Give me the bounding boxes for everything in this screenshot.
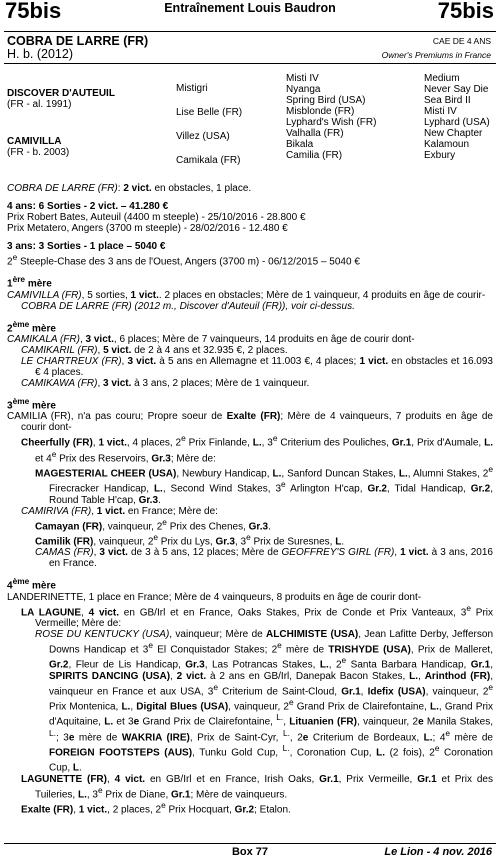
lot-number-right: 75bis	[437, 0, 494, 23]
gen4-1: Never Say Die	[424, 84, 489, 95]
dam-desc: (FR - b. 2003)	[7, 147, 70, 158]
sire-desc: (FR - al. 1991)	[7, 99, 72, 110]
gen4-5: New Chapter	[424, 128, 483, 139]
owner-premium: Owner's Premiums in France	[381, 50, 491, 60]
gen3-0: Misti IV	[286, 73, 319, 84]
sire-name: DISCOVER D'AUTEUIL	[7, 88, 115, 99]
gen3-1: Nyanga	[286, 84, 321, 95]
gen3-5: Valhalla (FR)	[286, 128, 344, 139]
gen3-4: Lyphard's Wish (FR)	[286, 117, 377, 128]
gen2-3: Camikala (FR)	[176, 155, 241, 166]
dam-2-produce-2: LE CHARTREUX (FR), 3 vict. à 5 ans en Allemagne et 11.003 €, 4 places; 1 vict. en obstacles et 16.093 € 4 places.	[21, 355, 493, 378]
section-dam-1: 1ère mère	[7, 274, 52, 290]
dam-1-entry: CAMIVILLA (FR), 5 sorties, 1 vict.. 2 places en obstacles; Mère de 1 vainqueur, 4 produits en âge de courir-	[7, 289, 486, 301]
gen3-2: Spring Bird (USA)	[286, 95, 366, 106]
dam-3-produce-1: Cheerfully (FR), 1 vict., 4 places, 2e Prix Finlande, L., 3e Criterium des Pouliches, Gr.1, Prix d'Aumale, L. et 4e Prix des Reservoirs, Gr.3; Mère de:	[21, 433, 493, 464]
gen4-2: Sea Bird II	[424, 95, 471, 106]
gen4-0: Medium	[424, 73, 460, 84]
horse-name: COBRA DE LARRE (FR)	[7, 34, 149, 48]
dam	[7, 136, 69, 158]
dam-4-produce-lagunette: LAGUNETTE (FR), 4 vict. en GB/Irl et en France, Irish Oaks, Gr.1, Prix Vermeille, Gr.1 et Prix des Tuileries, L., 3e Prix de Diane, Gr.1; Mère de vainqueurs.	[21, 773, 493, 800]
age4-heading: 4 ans: 6 Sorties - 2 vict. – 41.280 €	[7, 201, 169, 212]
age3-heading: 3 ans: 3 Sorties - 1 place – 5040 €	[7, 241, 166, 252]
grandproduce-magesterial: MAGESTERIAL CHEER (USA), Newbury Handicap, L., Sanford Duncan Stakes, L., Alumni Stakes, 2e Firecracker Handicap, L., Second Wind Stakes, 3e Arlington H'cap, Gr.2, Tidal Handicap, Gr.2, Round Table H'cap, Gr.3.	[35, 463, 493, 506]
age4-race-1: Prix Robert Bates, Auteuil (4400 m steeple) - 25/10/2016 - 28.800 €	[7, 212, 306, 223]
gen3-7: Camilia (FR)	[286, 150, 343, 161]
section-dam-4: 4ème mère	[7, 576, 56, 592]
age3-race-1: 2e Steeple-Chase des 3 ans de l'Ouest, Angers (3700 m) - 06/12/2015 – 5040 €	[7, 252, 360, 268]
dam-4-entry: LANDERINETTE, 1 place en France; Mère de 4 vainqueurs, 8 produits en âge de courir dont-	[7, 591, 422, 603]
gen2-0: Mistigri	[176, 83, 208, 94]
divider	[4, 31, 496, 32]
dam-2-entry: CAMIKALA (FR), 3 vict., 6 places; Mère de 7 vainqueurs, 14 produits en âge de courir dont-	[7, 333, 415, 345]
grandproduce-camas: CAMAS (FR), 3 vict. de 3 à 5 ans, 12 places; Mère de GEOFFREY'S GIRL (FR), 1 vict. à 3 ans, 2016 en France.	[35, 547, 493, 570]
trainer-name: Entraînement Louis Baudron	[164, 1, 336, 15]
sale-info: Le Lion - 4 nov. 2016	[384, 846, 492, 858]
dam-3-produce-2: CAMIRIVA (FR), 1 vict. en France; Mère de:	[21, 505, 218, 517]
section-dam-2: 2ème mère	[7, 318, 56, 334]
gen4-7: Exbury	[424, 150, 456, 161]
sire	[7, 88, 115, 110]
grandproduce-camilik: Camilik (FR), vainqueur, 2e Prix du Lys, Gr.3, 3e Prix de Suresnes, L.	[35, 531, 345, 548]
dam-4-produce-la-lagune: LA LAGUNE, 4 vict. en GB/Irl et en France, Oaks Stakes, Prix de Conde et Prix Vanteaux, 3e Prix Vermeille; Mère de:	[21, 602, 494, 629]
gen3-6: Bikala	[286, 139, 314, 150]
gen2-1: Lise Belle (FR)	[176, 107, 243, 118]
dam-2-produce-3: CAMIKAWA (FR), 3 vict. à 3 ans, 2 places; Mère de 1 vainqueur.	[21, 377, 310, 389]
lot-number: 75bis	[5, 0, 62, 23]
dam-name: CAMIVILLA	[7, 136, 62, 147]
divider	[4, 63, 496, 64]
grandproduce-rose-du-kentucky: ROSE DU KENTUCKY (USA), vainqueur; Mère de ALCHIMISTE (USA), Jean Lafitte Derby, Jefferson Downs Handicap et 3e El Conquistador Stakes; 2e mère de TRISHYDE (USA), Prix de Malleret, Gr.2, Fleur de Lis Handicap, Gr.3, Las Potrancas Stakes, L., 2e Santa Barbara Handicap, Gr.1, SPIRITS DANCING (USA), 2 vict. à 2 ans en GB/Irl, Danepak Bacon Stakes, L., Arinthod (FR), vainqueur en France et aux USA, 3e Criterium de Saint-Cloud, Gr.1, Idefix (USA), vainqueur, 2e Prix Montenica, L., Digital Blues (USA), vainqueur, 2e Grand Prix de Clairefontaine, L., Grand Prix d'Aquitaine, L. et 3e Grand Prix de Clairefontaine, $^{L.}$, Lituanien (FR), vainqueur, 2e Manila Stakes, $^{L.}$; 3e mère de WAKRIA (IRE), Prix de Saint-Cyr, $^{L.}$, 2e Criterium de Bordeaux, L.; 4e mère de FOREIGN FOOTSTEPS (AUS), Tunku Gold Cup, $^{L.}$, Coronation Cup, L. (2 fois), 2e Coronation Cup, L.	[35, 628, 494, 774]
horse-desc: H. b. (2012)	[7, 47, 74, 61]
gen4-3: Misti IV	[424, 106, 457, 117]
page-header	[0, 0, 500, 24]
age4-race-2: Prix Metatero, Angers (3700 m steeple) - 28/02/2016 - 12.480 €	[7, 223, 288, 234]
dam-4-produce-exalte: Exalte (FR), 1 vict., 2 places, 2e Prix Hocquart, Gr.2; Etalon.	[21, 799, 291, 816]
dam-2-produce-1: CAMIKARIL (FR), 5 vict. de 2 à 4 ans et 32.935 €, 2 places.	[21, 344, 288, 356]
gen3-3: Misblonde (FR)	[286, 106, 355, 117]
consignor: CAE DE 4 ANS	[432, 36, 491, 46]
gen4-6: Kalamoun	[424, 139, 470, 150]
gen4-4: Lyphard (USA)	[424, 117, 490, 128]
box-number: Box 77	[231, 846, 269, 858]
grandproduce-camayan: Camayan (FR), vainqueur, 2e Prix des Chenes, Gr.3.	[35, 516, 271, 532]
footer-divider	[4, 843, 496, 844]
gen2-2: Villez (USA)	[176, 131, 230, 142]
summary: COBRA DE LARRE (FR): 2 vict. en obstacles, 1 place.	[7, 183, 252, 194]
dam-3-entry: CAMILIA (FR), n'a pas couru; Propre soeur de Exalte (FR); Mère de 4 vainqueurs, 7 produits en âge de courir dont-	[7, 411, 493, 434]
section-dam-3: 3ème mère	[7, 395, 56, 412]
gen3-list	[286, 73, 376, 161]
catalogue-body	[7, 183, 493, 815]
dam-1-produce: COBRA DE LARRE (FR) (2012 m., Discover d'Auteuil (FR)), voir ci-dessus.	[21, 300, 355, 312]
gen4-list	[424, 73, 490, 161]
